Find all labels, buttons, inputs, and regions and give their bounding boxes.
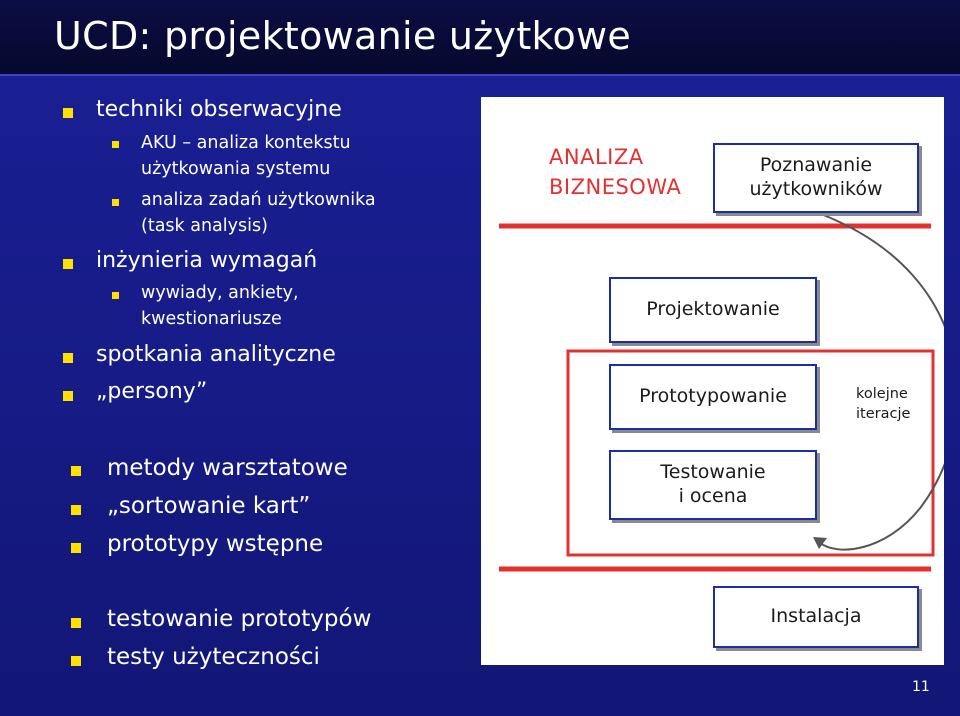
bullet-item: testowanie prototypów	[107, 606, 372, 632]
bullet-square-icon	[63, 108, 73, 118]
bullet-item: testy użyteczności	[107, 644, 320, 670]
bullet-square-icon	[71, 543, 81, 553]
bullet-level2: wywiady, ankiety,	[141, 283, 299, 303]
box-design: Projektowanie	[609, 277, 817, 343]
page-number: 11	[912, 679, 930, 695]
bullet-level2-continuation: użytkowania systemu	[141, 159, 331, 179]
bullet-level1: techniki obserwacyjne	[96, 97, 342, 122]
title-divider	[0, 74, 960, 76]
bullet-square-icon	[63, 259, 73, 269]
bullet-square-icon	[112, 141, 119, 148]
bullet-level1: spotkania analityczne	[96, 342, 336, 367]
bullet-square-icon	[71, 618, 81, 628]
bullet-square-icon	[63, 353, 73, 363]
bullet-square-icon	[71, 656, 81, 666]
bullet-item: metody warsztatowe	[107, 455, 348, 481]
slide-title: UCD: projektowanie użytkowe	[54, 14, 632, 58]
bullet-level1: inżynieria wymagań	[96, 248, 318, 273]
bullet-square-icon	[71, 466, 81, 476]
bullet-level1: „persony”	[96, 379, 208, 404]
bullet-square-icon	[112, 292, 119, 299]
box-user-research: Poznawanie użytkowników	[713, 143, 919, 213]
iteration-loop-arrow	[819, 214, 944, 550]
ucd-process-diagram	[481, 97, 944, 665]
bullet-square-icon	[112, 199, 119, 206]
bullet-level2-continuation: (task analysis)	[141, 216, 268, 236]
box-installation: Instalacja	[713, 586, 919, 648]
box-testing: Testowanie i ocena	[609, 450, 817, 520]
arrow-head-icon	[813, 537, 827, 549]
bullet-level2: analiza zadań użytkownika	[141, 190, 376, 210]
bullet-item: „sortowanie kart”	[107, 493, 311, 519]
title-bar	[0, 0, 960, 74]
bullet-square-icon	[71, 505, 81, 515]
box-prototyping: Prototypowanie	[609, 364, 817, 430]
bullet-square-icon	[63, 391, 73, 401]
bullet-level2-continuation: kwestionariusze	[141, 309, 282, 329]
next-iterations-label: kolejne iteracje	[856, 386, 911, 422]
business-analysis-label: ANALIZA BIZNESOWA	[549, 145, 682, 200]
bullet-item: prototypy wstępne	[107, 531, 324, 557]
bullet-level2: AKU – analiza kontekstu	[141, 133, 351, 153]
